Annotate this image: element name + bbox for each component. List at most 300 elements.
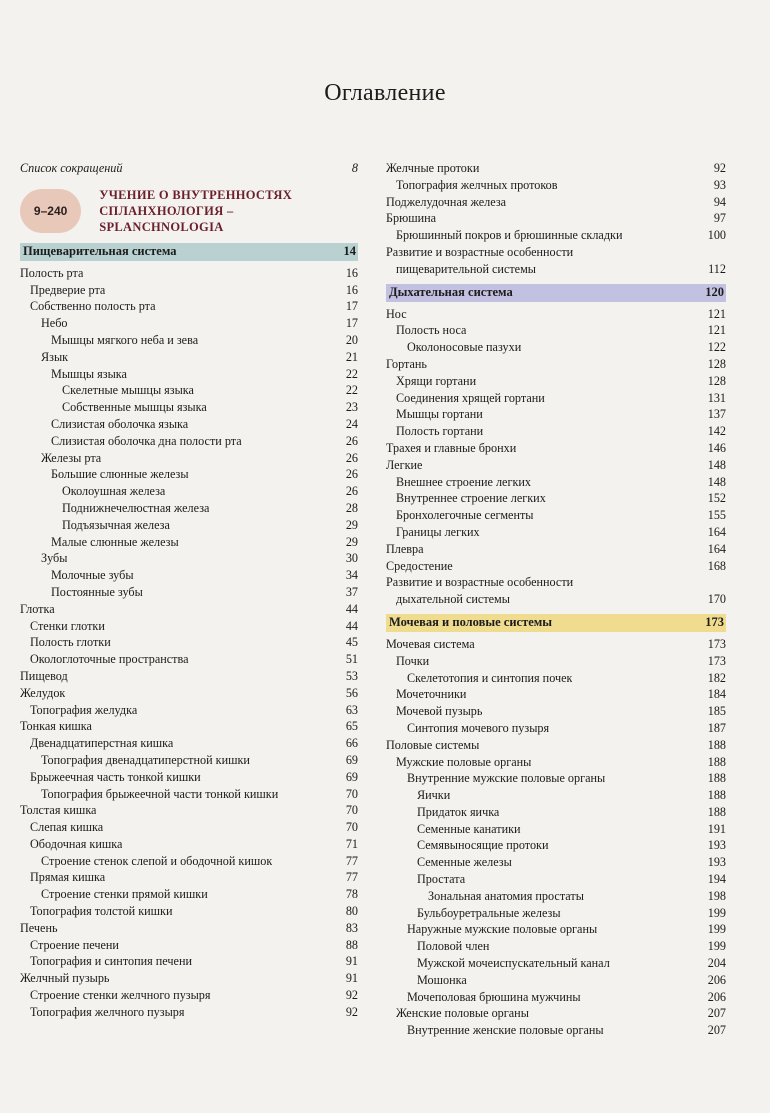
toc-entry-page: 184 (707, 687, 726, 702)
toc-entry[interactable] (386, 770, 726, 787)
toc-entry[interactable] (386, 837, 726, 854)
toc-entry[interactable] (20, 433, 358, 450)
toc-entry-page: 22 (345, 366, 358, 381)
toc-entry-label: пищеварительной системы (396, 261, 536, 276)
toc-entry-label: Желчный пузырь (20, 971, 110, 986)
toc-entry-label: Собственно полость рта (30, 299, 156, 314)
section-label: Дыхательная система (389, 285, 513, 300)
toc-entry-page: 204 (707, 956, 726, 971)
toc-entry-page: 21 (345, 349, 358, 364)
toc-entry-label: Прямая кишка (30, 870, 106, 885)
toc-list-digestive (20, 265, 358, 1021)
toc-entry-page: 30 (345, 551, 358, 566)
toc-entry[interactable] (20, 668, 358, 685)
toc-entry-page: 188 (707, 788, 726, 803)
toc-entry[interactable] (386, 787, 726, 804)
toc-entry-page: 17 (345, 316, 358, 331)
toc-entry-label: Предверие рта (30, 282, 106, 297)
toc-entry-page: 168 (707, 558, 726, 573)
toc-entry-page: 83 (345, 920, 358, 935)
toc-entry-label: Внутреннее строение легких (396, 491, 546, 506)
toc-entry[interactable] (386, 972, 726, 989)
toc-entry-page: 69 (345, 769, 358, 784)
toc-entry-label: Скелетные мышцы языка (62, 383, 194, 398)
toc-entry-label: Список сокращений (20, 161, 123, 175)
toc-entry-label: Мышцы гортани (396, 407, 483, 422)
toc-entry-page: 29 (345, 517, 358, 532)
toc-entry[interactable] (20, 802, 358, 819)
toc-entry[interactable] (386, 703, 726, 720)
toc-entry[interactable] (20, 987, 358, 1004)
toc-entry-label: Гортань (386, 356, 427, 371)
toc-entry-label: Пищевод (20, 668, 68, 683)
toc-entry[interactable] (386, 524, 726, 541)
toc-entry[interactable] (386, 390, 726, 407)
toc-entry-page: 164 (707, 524, 726, 539)
toc-entry[interactable] (386, 194, 726, 211)
toc-entry-page: 71 (345, 836, 358, 851)
toc-entry-label: Мочевой пузырь (396, 704, 483, 719)
toc-entry-page: 206 (707, 972, 726, 987)
toc-entry-page: 207 (707, 1006, 726, 1021)
toc-entry[interactable] (386, 440, 726, 457)
toc-entry[interactable] (20, 836, 358, 853)
toc-entry-page: 77 (345, 853, 358, 868)
toc-entry-page: 70 (345, 803, 358, 818)
toc-entry-page: 69 (345, 752, 358, 767)
toc-entry[interactable] (20, 819, 358, 836)
toc-entry-label: Тонкая кишка (20, 719, 92, 734)
toc-entry-label: Полость рта (20, 265, 84, 280)
toc-entry-page: 88 (345, 937, 358, 952)
section-page: 14 (343, 244, 356, 259)
toc-entry[interactable] (20, 584, 358, 601)
toc-entry-label: Железы рта (41, 450, 102, 465)
toc-entry[interactable] (386, 754, 726, 771)
toc-entry-page: 44 (345, 601, 358, 616)
toc-entry-page: 173 (707, 636, 726, 651)
toc-entry-label: Брюшина (386, 211, 437, 226)
section-header-respiratory[interactable] (386, 284, 726, 302)
toc-entry-page: 155 (707, 508, 726, 523)
toc-entry-label: Язык (41, 349, 69, 364)
toc-entry[interactable] (20, 970, 358, 987)
toc-entry-label: Околоносовые пазухи (407, 340, 522, 355)
toc-entry[interactable] (20, 500, 358, 517)
toc-entry[interactable] (386, 227, 726, 244)
toc-entry[interactable] (386, 339, 726, 356)
toc-entry-label: Строение стенки желчного пузыря (30, 988, 211, 1003)
toc-entry[interactable] (386, 322, 726, 339)
toc-entry-page: 191 (707, 821, 726, 836)
toc-entry-label: Слепая кишка (30, 820, 104, 835)
toc-entry[interactable] (386, 541, 726, 558)
toc-entry-page: 16 (345, 265, 358, 280)
toc-entry[interactable] (386, 306, 726, 323)
toc-entry[interactable] (386, 574, 726, 591)
toc-entry-page: 188 (707, 771, 726, 786)
toc-left-column (20, 160, 358, 1021)
toc-entry-page: 22 (345, 383, 358, 398)
toc-entry-label: Глотка (20, 601, 55, 616)
toc-entry-label: Легкие (386, 457, 423, 472)
toc-entry-page: 122 (707, 340, 726, 355)
toc-entry-page: 92 (345, 1004, 358, 1019)
toc-entry[interactable] (386, 888, 726, 905)
toc-entry-page: 193 (707, 855, 726, 870)
toc-entry[interactable] (386, 854, 726, 871)
toc-entry[interactable] (386, 653, 726, 670)
toc-entry[interactable] (386, 737, 726, 754)
section-header-digestive[interactable] (20, 243, 358, 261)
toc-entry-label: Нос (386, 306, 407, 321)
part-range-badge: 9–240 (20, 189, 81, 233)
toc-entry-label: Брюшинный покров и брюшинные складки (396, 228, 623, 243)
toc-entry[interactable] (386, 670, 726, 687)
toc-entry[interactable] (386, 720, 726, 737)
toc-entry-page: 207 (707, 1023, 726, 1038)
toc-entry-label: Соединения хрящей гортани (396, 390, 545, 405)
toc-entry-label: Небо (41, 316, 68, 331)
toc-list-respiratory (386, 306, 726, 608)
toc-entry-page: 164 (707, 541, 726, 556)
toc-entry-label: Строение стенок слепой и ободочной кишок (41, 853, 273, 868)
toc-entry-label: Желудок (20, 685, 66, 700)
toc-entry-label: Топография желчного пузыря (30, 1004, 185, 1019)
toc-entry[interactable] (386, 457, 726, 474)
toc-entry[interactable] (386, 244, 726, 261)
toc-entry[interactable] (386, 177, 726, 194)
toc-entry[interactable] (20, 937, 358, 954)
toc-entry-page: 121 (707, 323, 726, 338)
toc-entry-label: Семенные канатики (417, 821, 521, 836)
toc-entry-label: Топография толстой кишки (30, 904, 173, 919)
toc-entry[interactable] (386, 1022, 726, 1039)
toc-entry[interactable] (20, 382, 358, 399)
toc-entry[interactable] (386, 373, 726, 390)
toc-entry-label: Топография двенадцатиперстной кишки (41, 752, 250, 767)
toc-entry[interactable] (20, 853, 358, 870)
toc-entry-label: Окологлоточные пространства (30, 652, 189, 667)
toc-entry-label: Поджелудочная железа (386, 194, 507, 209)
toc-entry[interactable] (20, 685, 358, 702)
toc-entry[interactable] (20, 466, 358, 483)
toc-entry[interactable] (20, 1004, 358, 1021)
toc-entry[interactable] (20, 416, 358, 433)
toc-entry-label: Двенадцатиперстная кишка (30, 736, 174, 751)
toc-entry-page: 92 (345, 988, 358, 1003)
toc-entry[interactable] (20, 769, 358, 786)
toc-entry-page: 94 (713, 194, 726, 209)
toc-entry-label: Мошонка (417, 972, 467, 987)
toc-entry-page: 206 (707, 989, 726, 1004)
toc-entry-page: 199 (707, 939, 726, 954)
toc-entry[interactable] (20, 332, 358, 349)
toc-entry-page: 70 (345, 820, 358, 835)
toc-entry-label: Полость носа (396, 323, 467, 338)
toc-entry-label: Почки (396, 653, 430, 668)
toc-entry-label: Бронхолегочные сегменты (396, 508, 534, 523)
toc-entry-page: 148 (707, 457, 726, 472)
toc-entry-page: 93 (713, 177, 726, 192)
toc-entry-page: 188 (707, 754, 726, 769)
toc-entry-page: 152 (707, 491, 726, 506)
section-page: 120 (705, 285, 724, 300)
toc-entry[interactable] (20, 298, 358, 315)
toc-entry-label: Топография брыжеечной части тонкой кишки (41, 786, 279, 801)
toc-entry[interactable] (20, 517, 358, 534)
toc-entry-label: Ободочная кишка (30, 836, 123, 851)
toc-entry-label: Топография желудка (30, 702, 138, 717)
toc-entry[interactable] (20, 869, 358, 886)
toc-entry-page: 173 (707, 653, 726, 668)
toc-entry-label: Хрящи гортани (396, 373, 477, 388)
toc-entry[interactable] (386, 955, 726, 972)
toc-entry[interactable] (20, 634, 358, 651)
toc-entry-page: 112 (708, 261, 726, 276)
toc-entry[interactable] (20, 450, 358, 467)
toc-entry[interactable] (20, 483, 358, 500)
toc-entry-label: Печень (20, 920, 58, 935)
toc-entry-label: Яички (417, 788, 451, 803)
toc-entry-page: 26 (345, 484, 358, 499)
toc-entry[interactable] (20, 702, 358, 719)
toc-entry-page: 37 (345, 584, 358, 599)
toc-entry-page: 56 (345, 685, 358, 700)
toc-entry-page: 170 (707, 592, 726, 607)
toc-entry-page: 51 (345, 652, 358, 667)
toc-entry[interactable] (20, 366, 358, 383)
part-title (99, 187, 358, 235)
toc-entry[interactable] (386, 490, 726, 507)
toc-entry-label: Придаток яичка (417, 804, 500, 819)
toc-entry-label: Развитие и возрастные особенности (386, 244, 574, 259)
section-page: 173 (705, 615, 724, 630)
toc-entry-page: 8 (351, 161, 358, 175)
toc-entry-page: 199 (707, 905, 726, 920)
toc-entry-label: Внешнее строение легких (396, 474, 531, 489)
toc-entry-page: 66 (345, 736, 358, 751)
toc-entry-page: 121 (707, 306, 726, 321)
toc-entry-page: 26 (345, 450, 358, 465)
toc-list-urogenital (386, 636, 726, 1039)
toc-entry-label: Зубы (41, 551, 68, 566)
toc-entry-page: 128 (707, 356, 726, 371)
toc-entry[interactable] (20, 315, 358, 332)
page-title: Оглавление (324, 80, 446, 106)
toc-entry[interactable] (386, 210, 726, 227)
toc-entry-label: Внутренние мужские половые органы (407, 771, 606, 786)
toc-entry-label: Слизистая оболочка дна полости рта (51, 433, 242, 448)
toc-entry[interactable] (386, 871, 726, 888)
toc-entry-page: 193 (707, 838, 726, 853)
toc-entry-page: 44 (345, 618, 358, 633)
toc-entry[interactable] (20, 567, 358, 584)
toc-entry-label: Средостение (386, 558, 453, 573)
toc-entry-label: Толстая кишка (20, 803, 97, 818)
section-label: Мочевая и половые системы (389, 615, 553, 630)
toc-entry-label: Брыжеечная часть тонкой кишки (30, 769, 201, 784)
toc-entry-label: Мочевая система (386, 636, 475, 651)
part-title-line-2: СПЛАНХНОЛОГИЯ – SPLANCHNOLOGIA (99, 203, 234, 234)
toc-entry[interactable] (386, 938, 726, 955)
toc-entry[interactable] (20, 550, 358, 567)
toc-entry-page: 80 (345, 904, 358, 919)
toc-entry[interactable] (386, 406, 726, 423)
toc-entry-label: Мужской мочеиспускательный канал (417, 956, 610, 971)
toc-entry-label: Полость гортани (396, 424, 484, 439)
toc-entry-label: Синтопия мочевого пузыря (407, 720, 550, 735)
toc-entry-page: 16 (345, 282, 358, 297)
toc-entry-label: Желчные протоки (386, 161, 480, 175)
toc-entry[interactable] (20, 920, 358, 937)
toc-entry-label: Развитие и возрастные особенности (386, 575, 574, 590)
toc-entry-label: Мышцы языка (51, 366, 127, 381)
toc-entry-page: 23 (345, 400, 358, 415)
toc-entry-page: 17 (345, 299, 358, 314)
toc-entry-page: 91 (345, 971, 358, 986)
toc-entry-page: 53 (345, 668, 358, 683)
toc-entry-page: 45 (345, 635, 358, 650)
toc-entry[interactable] (386, 989, 726, 1006)
toc-entry-label: Строение печени (30, 937, 119, 952)
toc-entry-page: 199 (707, 922, 726, 937)
toc-entry-label: Мышцы мягкого неба и зева (51, 332, 199, 347)
toc-entry-page: 29 (345, 534, 358, 549)
toc-entry[interactable] (386, 507, 726, 524)
toc-entry[interactable] (20, 265, 358, 282)
toc-entry-label: дыхательной системы (396, 592, 510, 607)
toc-entry-label: Слизистая оболочка языка (51, 416, 189, 431)
toc-entry-page: 91 (345, 954, 358, 969)
toc-right-column (386, 160, 726, 1039)
toc-entry[interactable] (20, 651, 358, 668)
toc-entry[interactable] (386, 261, 726, 278)
toc-entry[interactable] (20, 282, 358, 299)
toc-entry[interactable] (20, 534, 358, 551)
toc-entry-label: Полость глотки (30, 635, 111, 650)
toc-entry-label: Стенки глотки (30, 618, 105, 633)
toc-entry[interactable] (386, 423, 726, 440)
toc-entry-page: 194 (707, 872, 726, 887)
part-header (20, 189, 358, 233)
toc-entry-page: 97 (713, 211, 726, 226)
toc-entry-page: 188 (707, 737, 726, 752)
toc-entry-label: Большие слюнные железы (51, 467, 189, 482)
toc-entry-label: Строение стенки прямой кишки (41, 887, 208, 902)
toc-entry-label: Трахея и главные бронхи (386, 440, 517, 455)
toc-entry-label: Половые системы (386, 737, 480, 752)
toc-entry-page: 148 (707, 474, 726, 489)
toc-entry-label: Бульбоуретральные железы (417, 905, 561, 920)
toc-entry[interactable] (20, 953, 358, 970)
toc-entry[interactable] (386, 1005, 726, 1022)
toc-entry-page: 63 (345, 702, 358, 717)
toc-entry-page: 65 (345, 719, 358, 734)
toc-entry-label: Малые слюнные железы (51, 534, 179, 549)
toc-entry[interactable] (20, 786, 358, 803)
toc-entry-page: 182 (707, 670, 726, 685)
toc-entry[interactable] (386, 558, 726, 575)
toc-entry-page: 78 (345, 887, 358, 902)
section-header-urogenital[interactable] (386, 614, 726, 632)
toc-entry-label: Околоушная железа (62, 484, 166, 499)
toc-entry-page: 137 (707, 407, 726, 422)
toc-list-digestive-cont (386, 160, 726, 278)
toc-entry-page: 142 (707, 424, 726, 439)
toc-entry[interactable] (386, 160, 726, 177)
toc-entry[interactable] (20, 618, 358, 635)
toc-entry-page: 146 (707, 440, 726, 455)
toc-entry[interactable] (386, 804, 726, 821)
toc-entry[interactable] (386, 686, 726, 703)
toc-entry-page: 77 (345, 870, 358, 885)
toc-entry[interactable] (386, 821, 726, 838)
toc-entry-page: 24 (345, 416, 358, 431)
toc-entry-label: Половой член (417, 939, 490, 954)
toc-entry-label: Плевра (386, 541, 424, 556)
toc-entry[interactable] (386, 636, 726, 653)
toc-entry[interactable] (386, 905, 726, 922)
toc-entry[interactable] (386, 474, 726, 491)
toc-entry-page: 100 (707, 228, 726, 243)
toc-entry-label: Простата (417, 872, 466, 887)
toc-entry-page: 187 (707, 720, 726, 735)
toc-entry[interactable] (20, 601, 358, 618)
toc-entry-label: Мочеточники (396, 687, 467, 702)
toc-entry-label: Собственные мышцы языка (62, 400, 207, 415)
toc-entry-label: Границы легких (396, 524, 480, 539)
toc-entry[interactable] (20, 903, 358, 920)
toc-entry-label: Семенные железы (417, 855, 512, 870)
toc-entry[interactable] (20, 735, 358, 752)
toc-entry-abbreviations[interactable] (20, 160, 358, 177)
toc-entry-label: Скелетотопия и синтопия почек (407, 670, 573, 685)
toc-entry-label: Мочеполовая брюшина мужчины (407, 989, 581, 1004)
toc-entry-page: 26 (345, 467, 358, 482)
toc-entry-page: 28 (345, 500, 358, 515)
toc-entry[interactable] (386, 591, 726, 608)
toc-entry[interactable] (20, 349, 358, 366)
toc-entry[interactable] (386, 921, 726, 938)
toc-entry[interactable] (386, 356, 726, 373)
toc-entry-page: 70 (345, 786, 358, 801)
toc-entry-label: Подъязычная железа (62, 517, 170, 532)
toc-entry-page: 128 (707, 373, 726, 388)
toc-entry[interactable] (20, 886, 358, 903)
toc-entry[interactable] (20, 399, 358, 416)
toc-entry-label: Молочные зубы (51, 568, 134, 583)
toc-entry-label: Топография желчных протоков (396, 177, 558, 192)
toc-entry-page: 198 (707, 888, 726, 903)
toc-entry-page: 20 (345, 332, 358, 347)
toc-entry-label: Топография и синтопия печени (30, 954, 193, 969)
toc-entry-label: Поднижнечелюстная железа (62, 500, 210, 515)
part-title-line-1: УЧЕНИЕ О ВНУТРЕННОСТЯХ (99, 187, 293, 202)
toc-entry-page: 188 (707, 804, 726, 819)
toc-entry-page: 34 (345, 568, 358, 583)
toc-entry-label: Мужские половые органы (396, 754, 532, 769)
toc-entry[interactable] (20, 752, 358, 769)
toc-entry[interactable] (20, 718, 358, 735)
toc-entry-page: 92 (713, 161, 726, 175)
toc-entry-label: Женские половые органы (396, 1006, 529, 1021)
toc-entry-page: 131 (707, 390, 726, 405)
toc-entry-label: Постоянные зубы (51, 584, 143, 599)
toc-entry-page: 26 (345, 433, 358, 448)
toc-entry-label: Внутренние женские половые органы (407, 1023, 604, 1038)
section-label: Пищеварительная система (23, 244, 177, 259)
